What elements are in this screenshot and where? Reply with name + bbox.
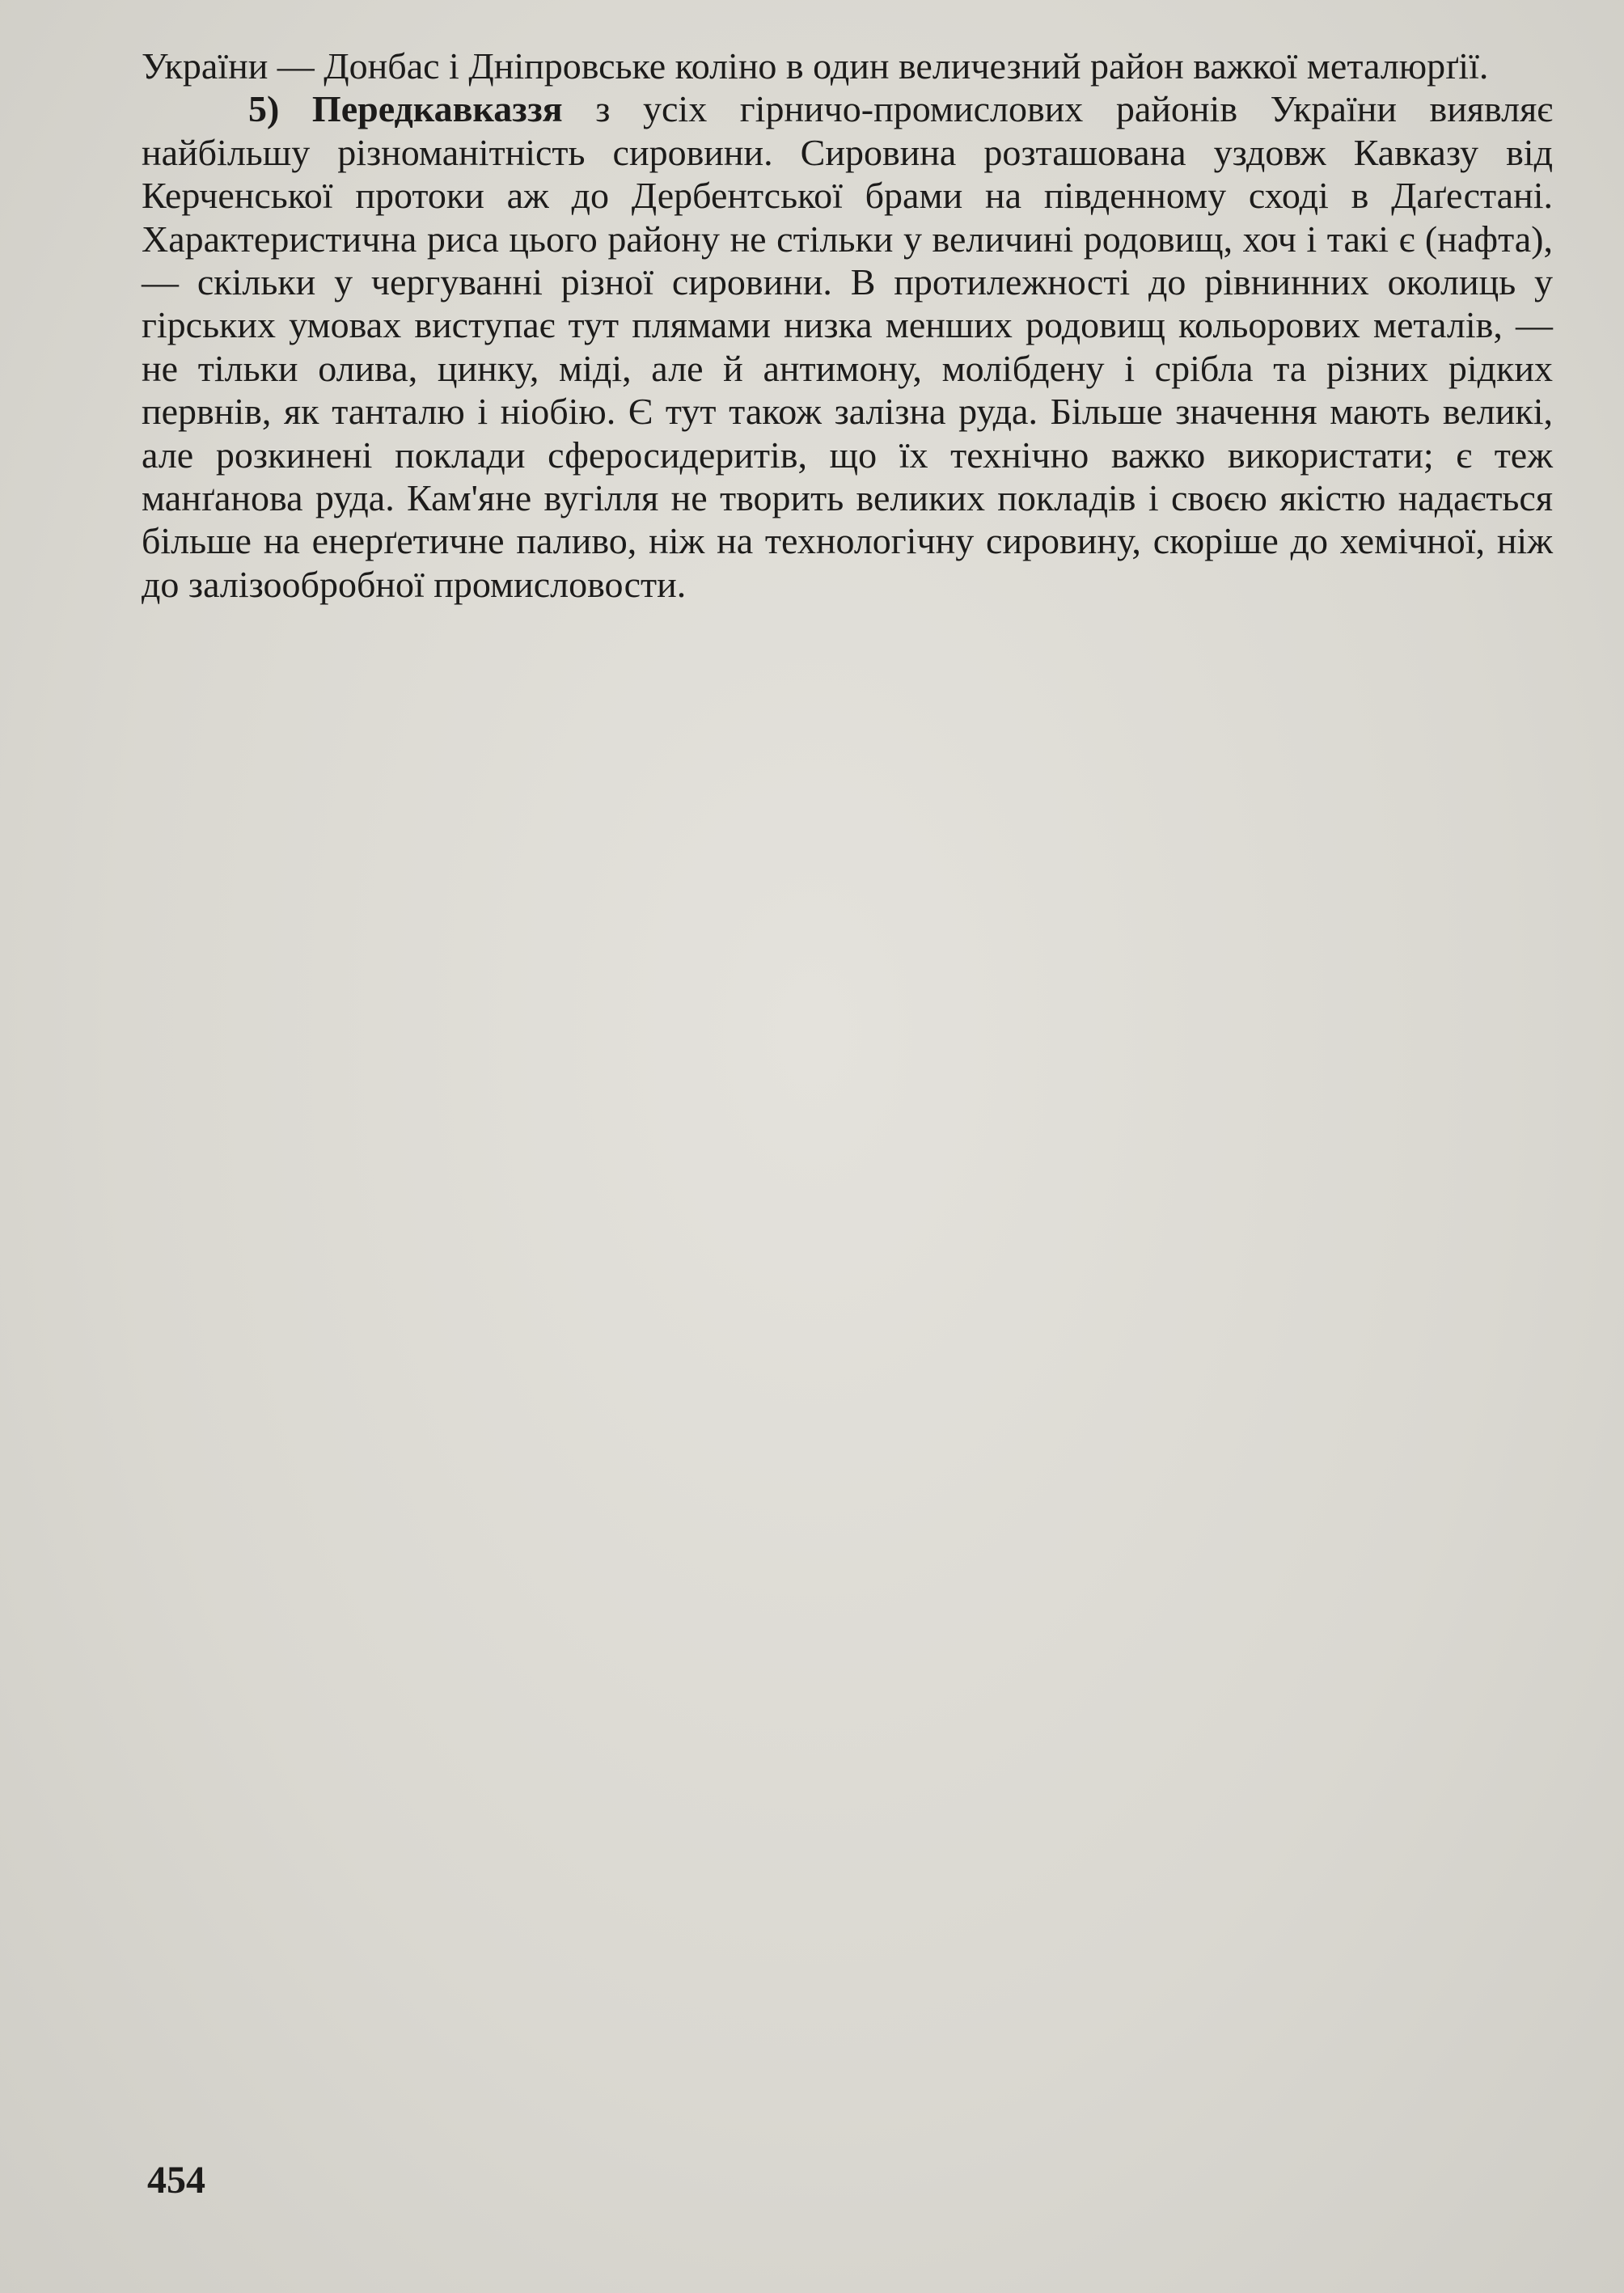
page-number: 454 [147, 2159, 205, 2202]
section-5-heading: 5) Передкавказзя [248, 88, 563, 130]
body-text [142, 44, 1553, 606]
paragraph-1-text: України — Донбас і Дніпровське коліно в один величезний район важкої металюрґії. [142, 45, 1489, 87]
paragraph-2 [142, 87, 1553, 606]
paragraph-2-text: з усіх гірничо-промислових районів України виявляє найбільшу різноманітність сировини. Сировина розташована уздовж Кавказу від Керченської протоки аж до Дербентської брами на південному сході в Даґестані. Характеристична риса цього району не стільки у величині родовищ, хоч і такі є (нафта), — скільки у чергуванні різної сировини. В протилежності до рівнинних околиць у гірських умовах виступає тут плямами низка менших родовищ кольорових металів, — не тільки олива, цинку, міді, але й антимону, молібдену і срібла та різних рідких первнів, як танталю і ніобію. Є тут також залізна руда. Більше значення мають великі, але розкинені поклади сферосидеритів, що їх технічно важко використати; є теж манґанова руда. Кам'яне вугілля не творить великих покладів і своєю якістю надається більше на енерґетичне паливо, ніж на технологічну сировину, скоріше до хемічної, ніж до залізообробної промисловости. [142, 88, 1553, 605]
paragraph-1 [142, 44, 1553, 87]
